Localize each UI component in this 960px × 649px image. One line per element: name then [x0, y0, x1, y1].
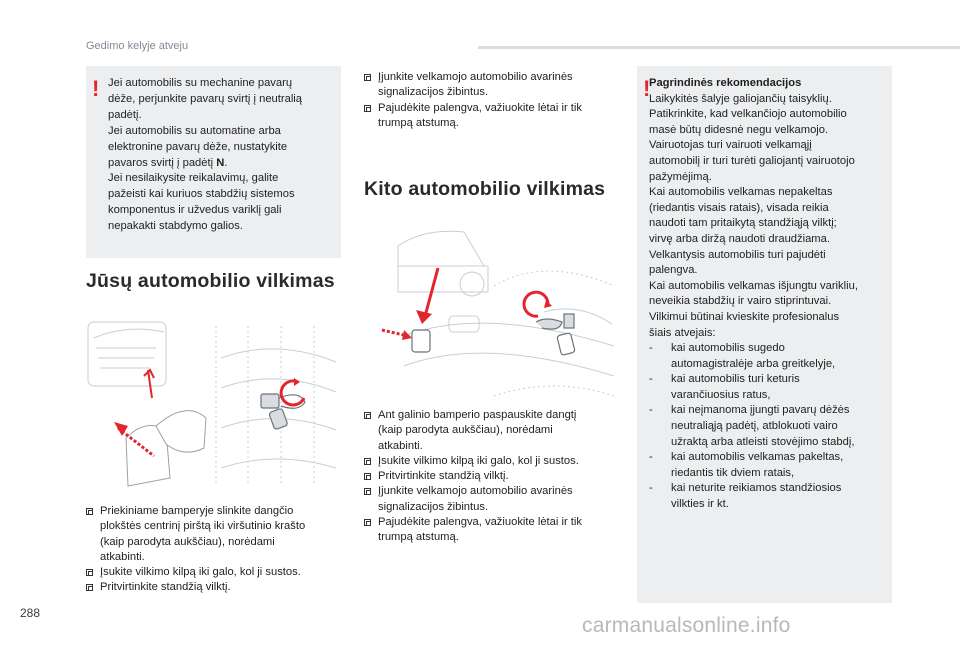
case-line: kai neturite reikiamos standžiosios: [671, 482, 842, 495]
case-line: varančiuosius ratus,: [671, 388, 771, 401]
warning-line: padėtį.: [108, 108, 142, 121]
warning-line-n: pavaros svirtį į padėtį N.: [108, 156, 228, 169]
warning-line: elektronine pavarų dėže, nustatykite: [108, 140, 288, 153]
checkbox-bullet-icon: [86, 569, 93, 576]
rec-line: Vilkimui būtinai kvieskite profesionalus: [649, 310, 840, 323]
rec-line: Vairuotojas turi vairuoti velkamąjį: [649, 139, 812, 152]
heading-other-vehicle-towing: Kito automobilio vilkimas: [364, 178, 606, 200]
rec-line: Kai automobilis velkamas nepakeltas: [649, 186, 833, 199]
step-line: Įjunkite velkamojo automobilio avarinės: [378, 485, 573, 498]
list-item: [649, 403, 889, 450]
warning-line: nepakakti stabdymo galios.: [108, 220, 243, 233]
case-line: kai neįmanoma įjungti pavarų dėžės: [671, 404, 850, 417]
rec-line: neveikia stabdžių ir vairo stiprintuvai.: [649, 295, 832, 308]
warning-icon: !: [643, 76, 651, 101]
dash-marker: -: [649, 404, 653, 417]
step-item: [86, 504, 341, 565]
step-item: [86, 565, 341, 580]
step-line: Įsukite vilkimo kilpą iki galo, kol ji sustos.: [100, 566, 301, 579]
case-line: užraktą arba atleisti stovėjimo stabdį,: [671, 435, 855, 448]
step-item: [364, 101, 614, 132]
header-bar: [478, 46, 960, 49]
list-item: [649, 481, 889, 512]
step-line: Pritvirtinkite standžią vilktį.: [100, 581, 231, 594]
step-line: signalizacijos žibintus.: [378, 86, 489, 99]
dash-marker: -: [649, 451, 653, 464]
checkbox-bullet-icon: [364, 519, 371, 526]
step-line: trumpą atstumą.: [378, 116, 459, 129]
step-line: atkabinti.: [100, 550, 145, 563]
case-line: automagistralėje arba greitkelyje,: [671, 357, 836, 370]
step-item: [364, 484, 614, 515]
recommendations-title: Pagrindinės rekomendacijos: [649, 77, 802, 89]
checkbox-bullet-icon: [86, 584, 93, 591]
step-line: Pritvirtinkite standžią vilktį.: [378, 470, 509, 483]
own-vehicle-final-steps: [364, 70, 614, 131]
warning-icon: !: [92, 76, 100, 101]
step-item: [364, 469, 614, 484]
gear-position-label: N: [216, 156, 225, 169]
warning-line: Jei nesilaikysite reikalavimų, galite: [108, 172, 279, 185]
step-item: [86, 580, 341, 595]
rec-line: (riedantis visais ratais), visada reikia: [649, 201, 829, 214]
rec-line: masė būtų didesnė negu velkamojo.: [649, 123, 829, 136]
list-item: [649, 341, 889, 372]
step-line: Pajudėkite palengva, važiuokite lėtai ir tik: [378, 516, 582, 529]
rec-line: Kai automobilis velkamas išjungtu varikliu,: [649, 279, 858, 292]
professional-cases-list: [649, 341, 889, 513]
case-line: riedantis tik dviem ratais,: [671, 466, 795, 479]
case-line: vilkties ir kt.: [671, 498, 729, 511]
heading-own-vehicle-towing: Jūsų automobilio vilkimas: [86, 270, 335, 292]
step-line: Priekiniame bamperyje slinkite dangčio: [100, 505, 294, 517]
case-line: kai automobilis sugedo: [671, 342, 785, 355]
dash-marker: -: [649, 373, 653, 386]
rec-line: Patikrinkite, kad velkančiojo automobilio: [649, 108, 847, 121]
rec-line: pažymėjimą.: [649, 170, 712, 183]
checkbox-bullet-icon: [86, 508, 93, 515]
other-vehicle-towing-steps: [364, 408, 614, 546]
step-line: Įsukite vilkimo kilpą iki galo, kol ji sustos.: [378, 454, 579, 467]
rec-line: palengva.: [649, 264, 698, 277]
checkbox-bullet-icon: [364, 412, 371, 419]
warning-line: dėže, perjunkite pavarų svirtį į neutralią: [108, 92, 303, 105]
dash-marker: -: [649, 342, 653, 355]
page-number: 288: [20, 606, 41, 620]
list-item: [649, 372, 889, 403]
step-item: [364, 515, 614, 546]
case-line: kai automobilis turi keturis: [671, 373, 800, 386]
front-towing-steps: [86, 504, 341, 596]
rec-line: Velkantysis automobilis turi pajudėti: [649, 248, 826, 261]
rear-towing-illustration: [364, 226, 614, 403]
warning-line: komponentus ir užvedus variklį gali: [108, 204, 282, 217]
step-item: [364, 70, 614, 101]
watermark: carmanualsonline.info: [582, 614, 791, 637]
step-line: atkabinti.: [378, 439, 423, 452]
warning-text: [108, 76, 336, 235]
rec-line: naudoti tam pritaikytą standžiąją vilktį;: [649, 217, 837, 230]
warning-box-left: [86, 66, 341, 258]
dash-marker: -: [649, 482, 653, 495]
rec-line: šiais atvejais:: [649, 326, 716, 339]
recommendations-text: [649, 76, 889, 513]
case-line: neutraliąją padėtį, atblokuoti vairo: [671, 420, 838, 433]
step-line: signalizacijos žibintus.: [378, 500, 489, 513]
step-line: Įjunkite velkamojo automobilio avarinės: [378, 71, 573, 83]
front-towing-illustration: [86, 318, 341, 495]
step-item: [364, 454, 614, 469]
warning-line: Jei automobilis su automatine arba: [108, 124, 281, 137]
step-line: Pajudėkite palengva, važiuokite lėtai ir tik: [378, 101, 582, 114]
rec-line: Laikykitės šalyje galiojančių taisyklių.: [649, 92, 832, 105]
front-towing-drawing: [86, 318, 341, 495]
warning-line: Jei automobilis su mechanine pavarų: [108, 77, 293, 89]
checkbox-bullet-icon: [364, 473, 371, 480]
recommendations-box: [637, 66, 892, 603]
checkbox-bullet-icon: [364, 105, 371, 112]
checkbox-bullet-icon: [364, 74, 371, 81]
section-header: Gedimo kelyje atveju: [86, 40, 189, 52]
step-item: [364, 408, 614, 454]
warning-line: pažeisti kai kuriuos stabdžių sistemos: [108, 188, 295, 201]
rec-line: automobilį ir turi turėti galiojantį vairuotojo: [649, 154, 855, 167]
rear-towing-drawing: [364, 226, 614, 403]
step-line: (kaip parodyta aukščiau), norėdami: [378, 424, 553, 437]
rec-line: virvę arba diržą naudoti draudžiama.: [649, 232, 830, 245]
checkbox-bullet-icon: [364, 458, 371, 465]
checkbox-bullet-icon: [364, 488, 371, 495]
warning-line: [108, 156, 336, 172]
case-line: kai automobilis velkamas pakeltas,: [671, 451, 844, 464]
list-item: [649, 450, 889, 481]
step-line: plokštės centrinį pirštą iki viršutinio krašto: [100, 520, 306, 533]
step-line: trumpą atstumą.: [378, 531, 459, 544]
step-line: (kaip parodyta aukščiau), norėdami: [100, 535, 275, 548]
step-line: Ant galinio bamperio paspauskite dangtį: [378, 409, 577, 421]
